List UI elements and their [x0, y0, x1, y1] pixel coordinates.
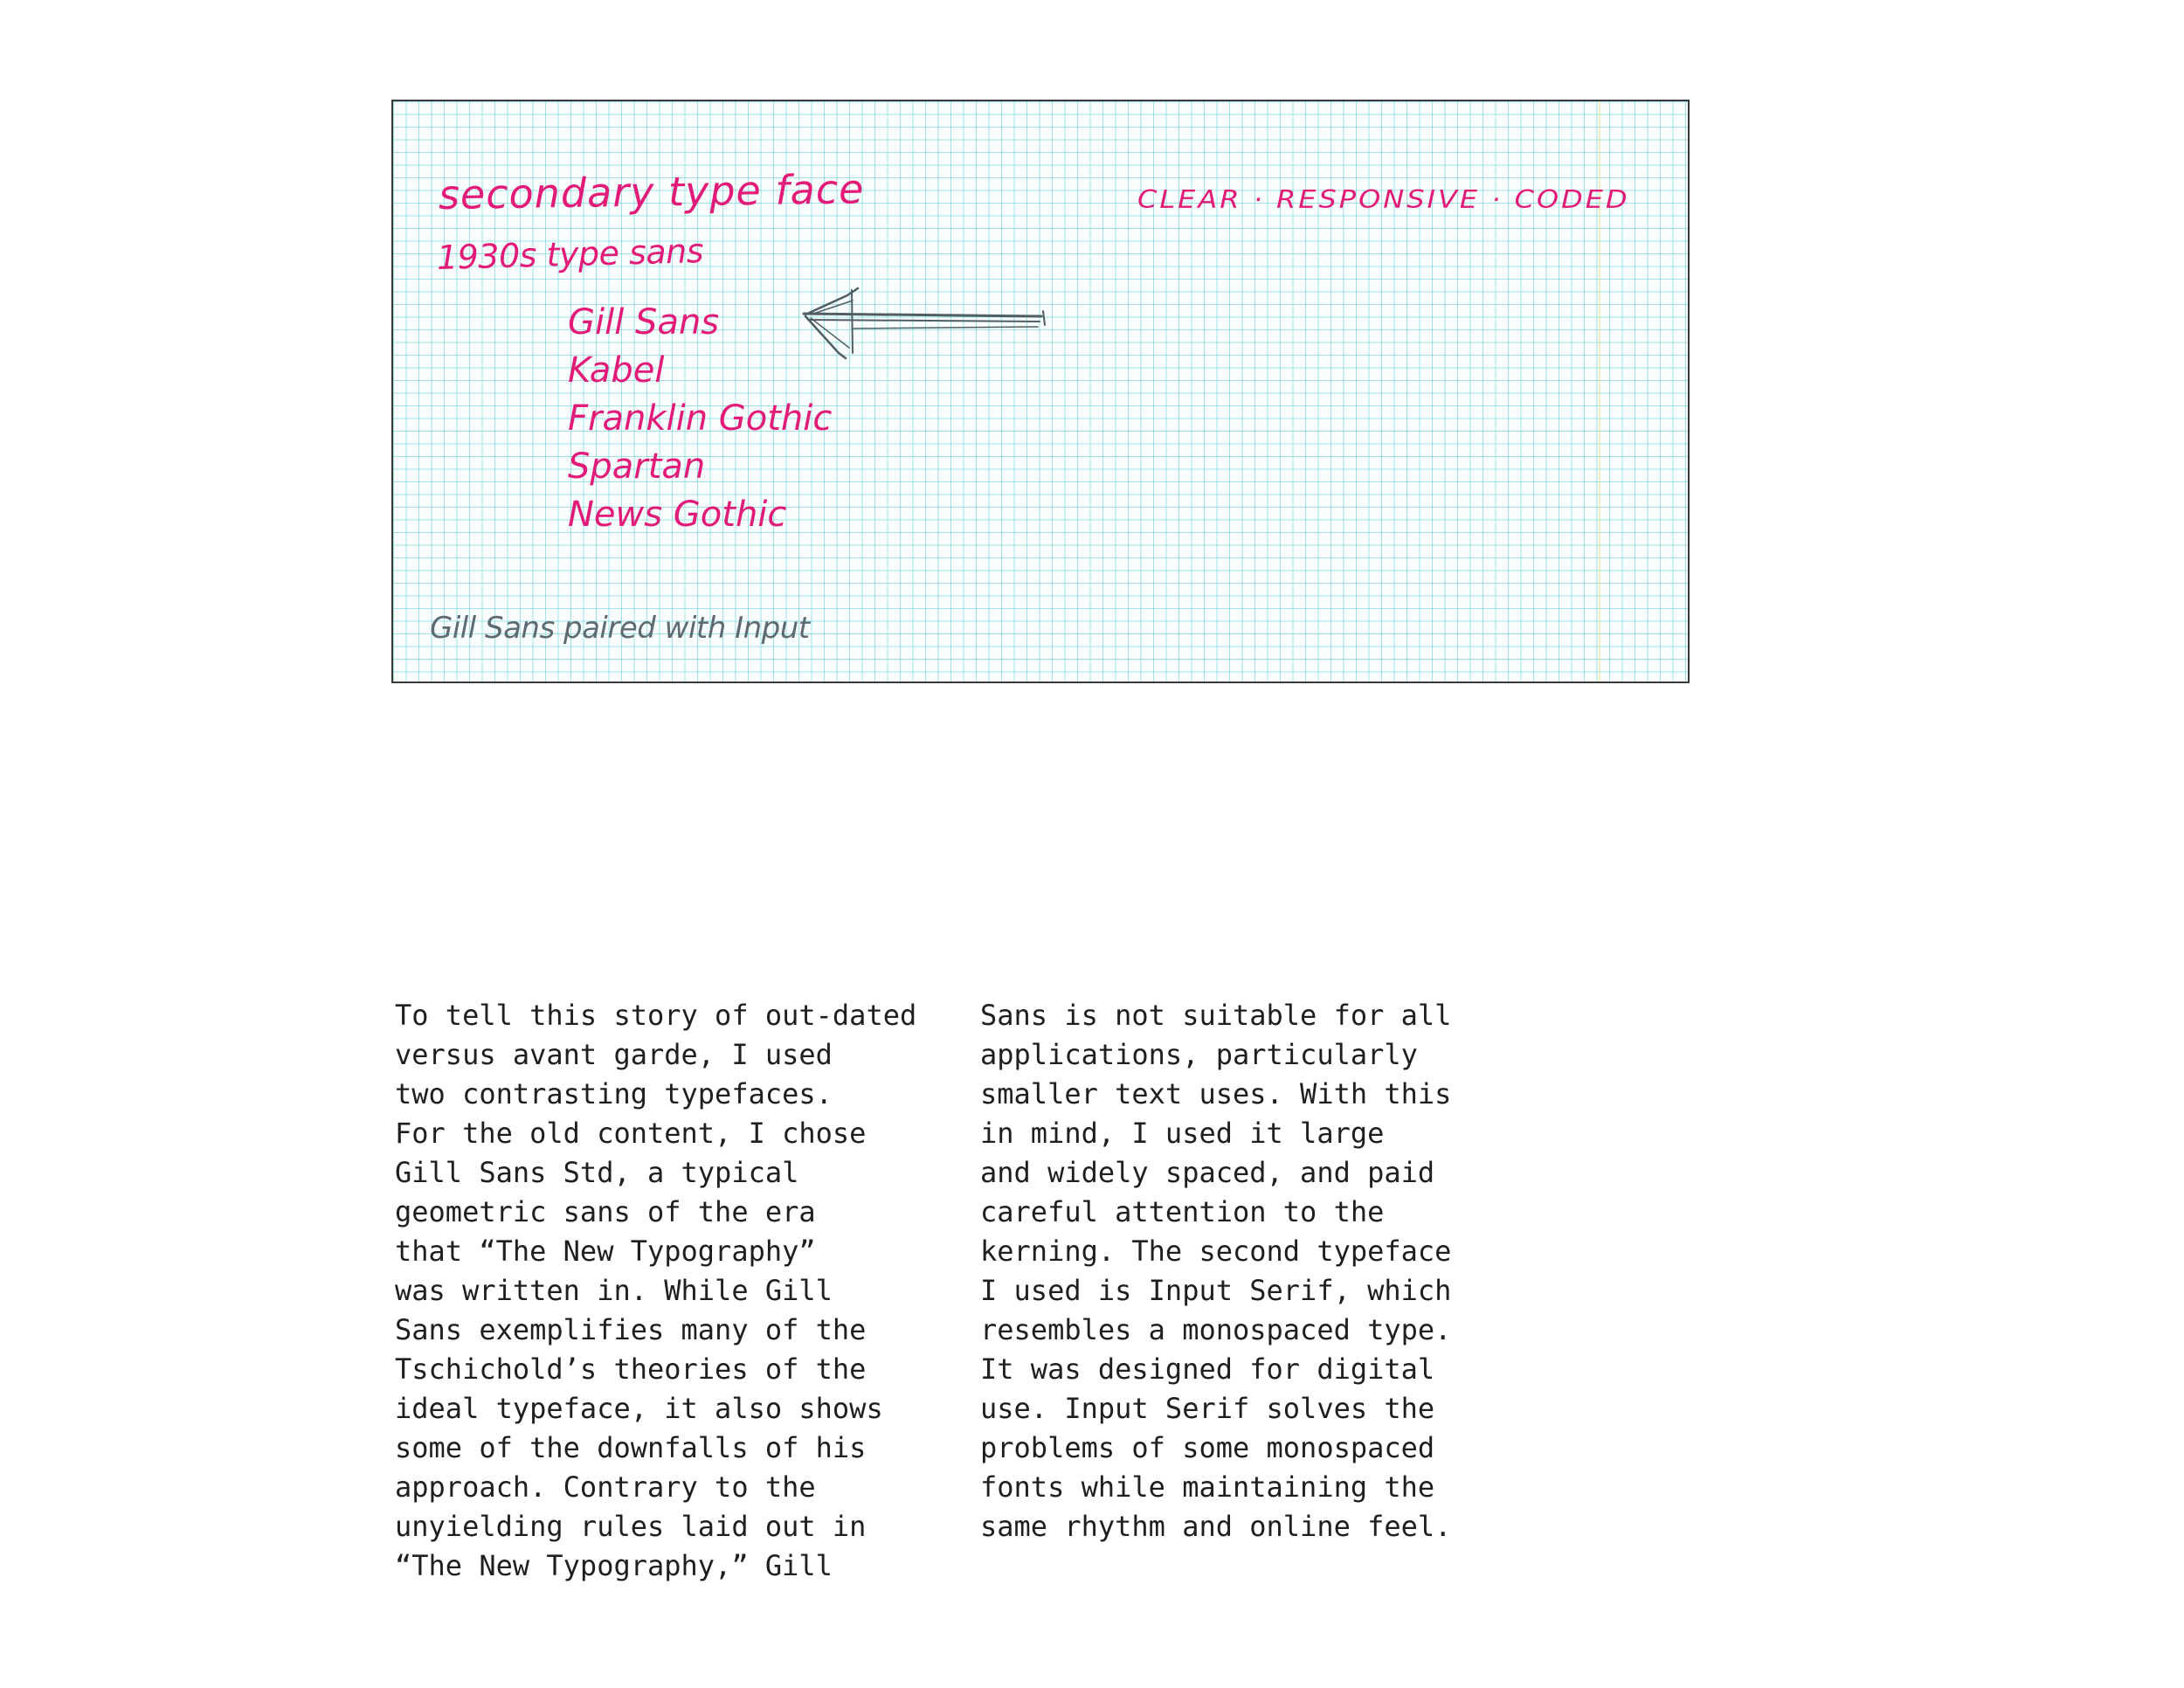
font-candidate-item: News Gothic — [568, 495, 787, 535]
body-text-column-1: To tell this story of out-dated versus avant garde, I used two contrasting typefaces. For the old content, I chose Gill Sans Std, a typical geometric sans of the era that “The New Typography” was written in. While Gill Sans exemplifies many of the Tschichold’s theories of the ideal typeface, it also shows some of the downfalls of his approach. Contrary to the unyielding rules laid out in “The New Typography,” Gill — [395, 999, 917, 1582]
font-candidate-item: Kabel — [568, 350, 665, 391]
body-text-column-2: Sans is not suitable for all applications, particularly smaller text uses. With this in mind, I used it large and widely spaced, and paid careful attention to the kerning. The second typeface I used is Input Serif, which resembles a monospaced type. It was designed for digital use. Input Serif solves the problems of some monospaced fonts while maintaining the same rhythm and online feel. — [980, 999, 1452, 1543]
graph-paper-sketch — [391, 100, 1690, 683]
pencil-arrow-icon — [769, 283, 1048, 362]
body-text-columns — [395, 996, 1618, 1586]
sketch-subheading: 1930s type sans — [436, 232, 704, 277]
font-candidate-item: Franklin Gothic — [568, 398, 833, 439]
sketch-heading: secondary type face — [438, 165, 865, 218]
sketch-keywords: CLEAR · RESPONSIVE · CODED — [1137, 183, 1630, 215]
font-candidate-item: Gill Sans — [568, 302, 720, 342]
sketch-note: Gill Sans paired with Input — [430, 611, 810, 646]
font-candidate-item: Spartan — [568, 446, 706, 487]
